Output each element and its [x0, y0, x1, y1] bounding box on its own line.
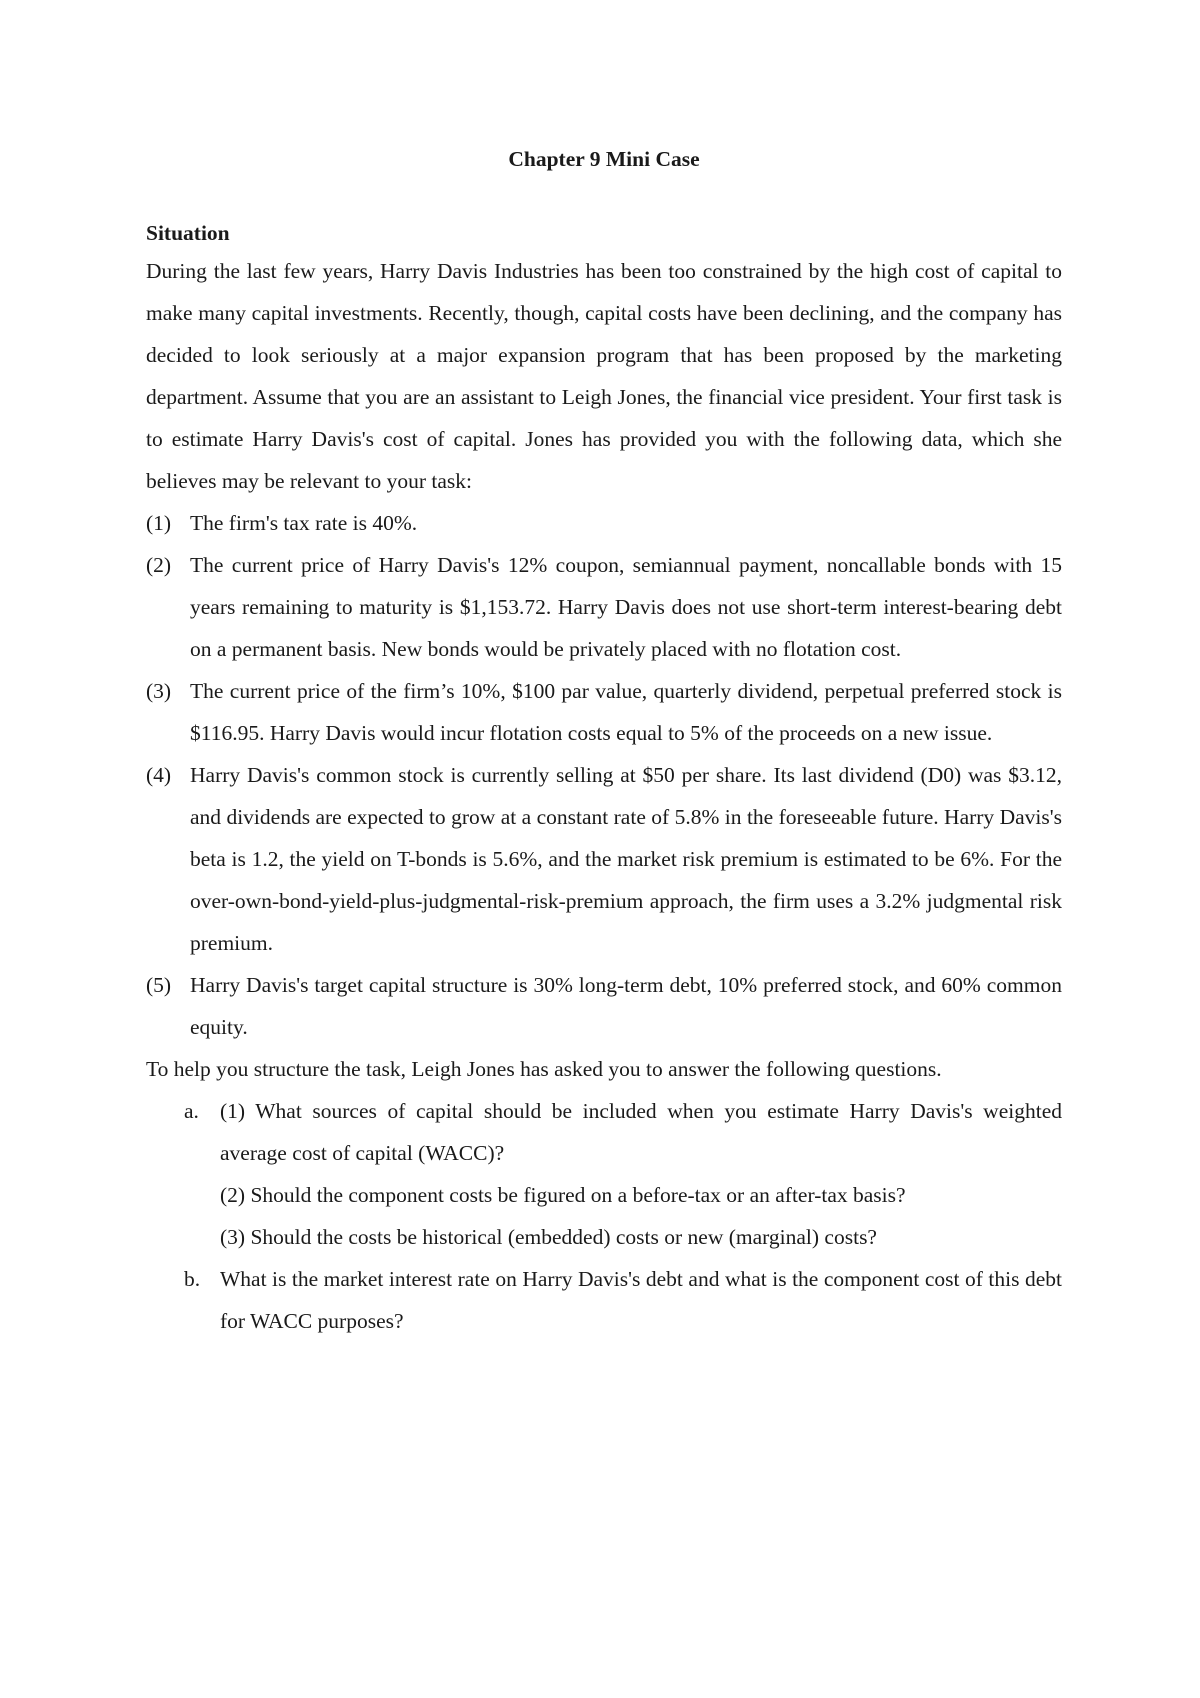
data-list: [146, 502, 1062, 1048]
data-item-marker: (5): [146, 973, 172, 997]
question-part: (1) What sources of capital should be included when you estimate Harry Davis's weighted average cost of capital (WACC)?: [220, 1099, 1062, 1165]
question-item: [146, 1090, 1062, 1258]
data-item: [146, 544, 1062, 670]
section-heading: Situation: [146, 221, 230, 245]
data-item: [146, 670, 1062, 754]
question-marker: b.: [184, 1267, 201, 1291]
data-item-marker: (3): [146, 679, 172, 703]
questions-list: [146, 1090, 1062, 1342]
page-title: Chapter 9 Mini Case: [508, 147, 700, 171]
question-part: What is the market interest rate on Harry Davis's debt and what is the component cost of this debt for WACC purposes?: [220, 1267, 1062, 1333]
data-item-text: Harry Davis's target capital structure is 30% long-term debt, 10% preferred stock, and 60% common equity.: [190, 973, 1062, 1039]
intro-paragraph: During the last few years, Harry Davis Industries has been too constrained by the high cost of capital to make many capital investments. Recently, though, capital costs have been declining, and the company has decided to look seriously at a major expansion program that has been proposed by the marketing department. Assume that you are an assistant to Leigh Jones, the financial vice president. Your first task is to estimate Harry Davis's cost of capital. Jones has provided you with the following data, which she believes may be relevant to your task:: [146, 259, 1062, 493]
data-item: [146, 502, 1062, 544]
questions-intro: To help you structure the task, Leigh Jones has asked you to answer the following questions.: [146, 1057, 942, 1081]
data-item: [146, 964, 1062, 1048]
data-item-marker: (4): [146, 763, 172, 787]
data-item-text: Harry Davis's common stock is currently selling at $50 per share. Its last dividend (D0) was $3.12, and dividends are expected to grow at a constant rate of 5.8% in the foreseeable future. Harry Davis's beta is 1.2, the yield on T-bonds is 5.6%, and the market risk premium is estimated to be 6%. For the over-own-bond-yield-plus-judgmental-risk-premium approach, the firm uses a 3.2% judgmental risk premium.: [190, 763, 1062, 955]
data-item-text: The firm's tax rate is 40%.: [190, 511, 418, 535]
data-item-marker: (1): [146, 511, 172, 535]
data-item-marker: (2): [146, 553, 172, 577]
question-part: (2) Should the component costs be figured on a before-tax or an after-tax basis?: [220, 1183, 906, 1207]
data-item-text: The current price of the firm’s 10%, $100 par value, quarterly dividend, perpetual preferred stock is $116.95. Harry Davis would incur flotation costs equal to 5% of the proceeds on a new issue.: [190, 679, 1062, 745]
question-item: [146, 1258, 1062, 1342]
data-item: [146, 754, 1062, 964]
question-marker: a.: [184, 1099, 199, 1123]
document-page: [146, 142, 1062, 1342]
data-item-text: The current price of Harry Davis's 12% coupon, semiannual payment, noncallable bonds with 15 years remaining to maturity is $1,153.72. Harry Davis does not use short-term interest-bearing debt on a permanent basis. New bonds would be privately placed with no flotation cost.: [190, 553, 1062, 661]
question-part: (3) Should the costs be historical (embedded) costs or new (marginal) costs?: [220, 1225, 877, 1249]
